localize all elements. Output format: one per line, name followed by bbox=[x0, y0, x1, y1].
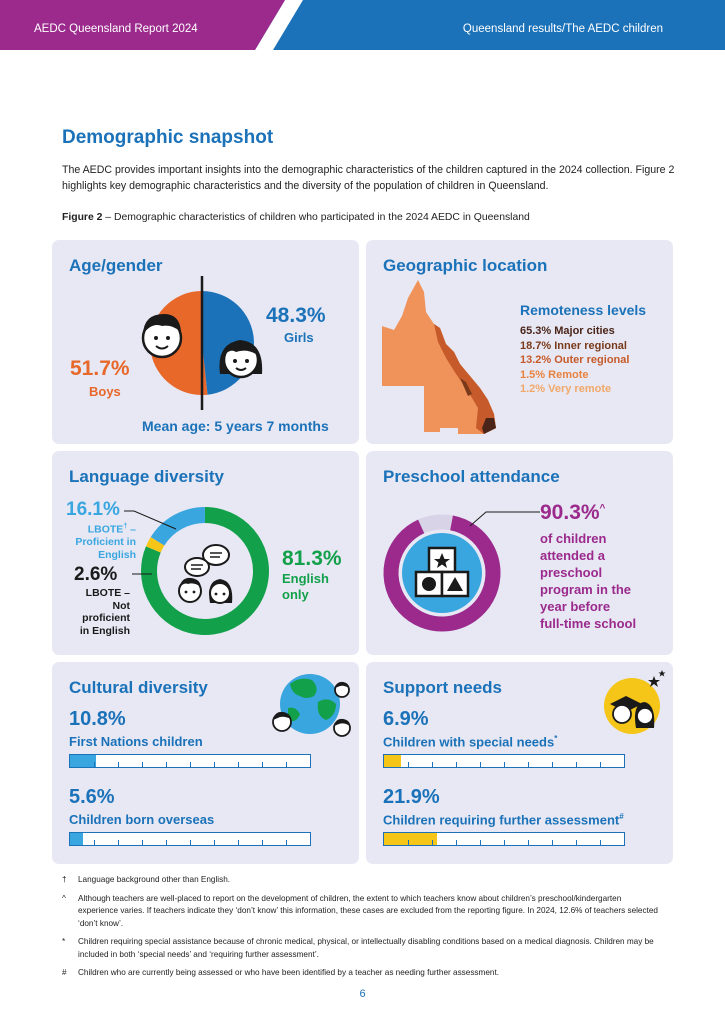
further-assessment-scale-tick bbox=[552, 840, 553, 845]
first-nations-scale-tick bbox=[118, 762, 119, 767]
footnote-dagger bbox=[62, 874, 662, 887]
not-proficient-label-line-2: Not bbox=[112, 599, 130, 612]
first-nations-scale-tick bbox=[238, 762, 239, 767]
born-overseas-scale-bar bbox=[69, 832, 311, 846]
first-nations-label: First Nations children bbox=[69, 734, 203, 749]
special-needs-scale-tick bbox=[528, 762, 529, 767]
not-proficient-label-line-3: proficient bbox=[82, 612, 130, 624]
footnote-asterisk bbox=[62, 936, 662, 961]
footnotes bbox=[62, 874, 662, 986]
page-title: Demographic snapshot bbox=[62, 127, 274, 148]
preschool-footnote-mark: ^ bbox=[599, 503, 606, 514]
lbote-footnote-mark: † bbox=[123, 523, 128, 530]
first-nations-percentage: 10.8% bbox=[69, 708, 126, 730]
support-title: Support needs bbox=[383, 678, 503, 697]
preschool-leader-line bbox=[470, 510, 542, 528]
footnote-caret bbox=[62, 893, 662, 931]
preschool-panel bbox=[366, 451, 673, 655]
further-assessment-scale-tick bbox=[600, 840, 601, 845]
not-proficient-leader-line bbox=[132, 571, 152, 577]
girls-percentage: 48.3% bbox=[266, 304, 326, 327]
born-overseas-scale-tick bbox=[238, 840, 239, 845]
remoteness-remote: 1.5% Remote bbox=[520, 368, 589, 381]
preschool-line-5: year before bbox=[540, 599, 611, 614]
further-assessment-scale-tick bbox=[528, 840, 529, 845]
english-only-label-line-2: only bbox=[282, 587, 309, 602]
special-needs-scale-tick bbox=[576, 762, 577, 767]
born-overseas-percentage: 5.6% bbox=[69, 786, 115, 808]
special-needs-scale-tick bbox=[432, 762, 433, 767]
header-banner bbox=[0, 0, 725, 50]
page-number: 6 bbox=[359, 988, 366, 1000]
proficient-percentage: 16.1% bbox=[66, 499, 120, 520]
further-assessment-scale-bar bbox=[383, 832, 625, 846]
remoteness-title: Remoteness levels bbox=[520, 302, 647, 318]
footnote-mark: † bbox=[62, 875, 67, 884]
special-needs-scale-tick bbox=[456, 762, 457, 767]
age-gender-panel bbox=[52, 240, 359, 444]
born-overseas-scale-tick bbox=[118, 840, 119, 845]
footnote-text: Language background other than English. bbox=[78, 875, 231, 884]
special-needs-scale-tick bbox=[480, 762, 481, 767]
proficient-label-line-3: English bbox=[98, 548, 136, 561]
boys-label: Boys bbox=[89, 384, 121, 399]
figure-caption-text: – Demographic characteristics of children who participated in the 2024 AEDC in Queensland bbox=[102, 212, 530, 223]
boy-face-icon bbox=[143, 314, 181, 357]
footnote-hash bbox=[62, 967, 662, 980]
further-assessment-percentage: 21.9% bbox=[383, 786, 440, 808]
footnote-text: Although teachers are well-placed to report on the development of children, the extent to which teachers know about children’s preschool/kindergarten experience varies. If teachers indicate they ‘don’t know’ this information, these cases are excluded from the reporting figure. In 2024, 12.6% of teachers selected ‘don’t know’. bbox=[78, 893, 658, 928]
preschool-line-3: preschool bbox=[540, 565, 603, 580]
special-needs-label bbox=[383, 734, 557, 749]
special-needs-scale-tick bbox=[504, 762, 505, 767]
special-needs-scale-bar bbox=[383, 754, 625, 768]
geographic-panel bbox=[366, 240, 673, 444]
preschool-line-2: attended a bbox=[540, 548, 606, 563]
geographic-title: Geographic location bbox=[383, 256, 548, 275]
not-proficient-label-line-1: LBOTE – bbox=[85, 587, 130, 599]
preschool-donut-chart bbox=[378, 507, 518, 647]
girls-label: Girls bbox=[284, 330, 314, 345]
further-assessment-label bbox=[383, 812, 624, 827]
lbote-term: LBOTE bbox=[87, 523, 124, 536]
remoteness-outer-regional: 13.2% Outer regional bbox=[520, 354, 630, 366]
further-assessment-scale-tick bbox=[504, 840, 505, 845]
further-assessment-text: Children requiring further assessment bbox=[383, 812, 620, 828]
globe-children-icon bbox=[266, 666, 356, 746]
special-needs-scale-tick bbox=[600, 762, 601, 767]
preschool-title: Preschool attendance bbox=[383, 467, 560, 486]
graduates-icon bbox=[596, 666, 668, 738]
remoteness-list bbox=[520, 324, 629, 397]
queensland-map-icon bbox=[380, 278, 500, 438]
further-assessment-scale-tick bbox=[432, 840, 433, 845]
english-only-label bbox=[282, 571, 329, 603]
section-breadcrumb: Queensland results/The AEDC children bbox=[462, 23, 663, 35]
born-overseas-scale-tick bbox=[166, 840, 167, 845]
first-nations-scale-fill bbox=[70, 755, 96, 767]
special-needs-scale-tick bbox=[408, 762, 409, 767]
further-assessment-scale-tick bbox=[408, 840, 409, 845]
preschool-percentage bbox=[540, 501, 605, 525]
cultural-panel bbox=[52, 662, 359, 864]
first-nations-scale-tick bbox=[262, 762, 263, 767]
born-overseas-scale-tick bbox=[214, 840, 215, 845]
proficient-label-line-2: Proficient in bbox=[75, 536, 136, 548]
first-nations-scale-tick bbox=[286, 762, 287, 767]
not-proficient-segment bbox=[153, 541, 157, 549]
language-title: Language diversity bbox=[69, 467, 224, 486]
cultural-title: Cultural diversity bbox=[69, 678, 208, 697]
footnote-text: Children requiring special assistance because of chronic medical, physical, or intellectually disabling conditions based on a medical diagnosis. Children may be included in both ‘special needs’ and ‘requiring further assessment’. bbox=[78, 937, 654, 959]
mean-age: Mean age: 5 years 7 months bbox=[142, 418, 329, 434]
not-proficient-percentage: 2.6% bbox=[74, 564, 118, 585]
proficient-label-line-1 bbox=[66, 521, 136, 536]
born-overseas-scale-tick bbox=[190, 840, 191, 845]
preschool-description bbox=[540, 530, 636, 632]
not-proficient-label-line-4: in English bbox=[79, 624, 130, 637]
born-overseas-scale-tick bbox=[286, 840, 287, 845]
lbote-dash: – bbox=[127, 523, 136, 536]
first-nations-scale-bar bbox=[69, 754, 311, 768]
english-only-label-line-1: English bbox=[282, 571, 329, 586]
boys-percentage: 51.7% bbox=[70, 357, 130, 380]
header-banner-divider bbox=[255, 0, 315, 50]
first-nations-scale-tick bbox=[94, 762, 95, 767]
speech-bubbles-icon bbox=[185, 545, 229, 576]
first-nations-scale-tick bbox=[214, 762, 215, 767]
born-overseas-scale-tick bbox=[142, 840, 143, 845]
figure-label: Figure 2 bbox=[62, 212, 103, 223]
proficient-label bbox=[66, 521, 136, 561]
further-assessment-scale-tick bbox=[480, 840, 481, 845]
special-needs-footnote-mark: * bbox=[554, 734, 558, 743]
born-overseas-scale-tick bbox=[262, 840, 263, 845]
special-needs-scale-fill bbox=[384, 755, 401, 767]
first-nations-scale-tick bbox=[190, 762, 191, 767]
gender-pie-chart bbox=[132, 276, 282, 410]
born-overseas-scale-fill bbox=[70, 833, 83, 845]
special-needs-percentage: 6.9% bbox=[383, 708, 429, 730]
children-faces-icon bbox=[179, 578, 232, 603]
support-panel bbox=[366, 662, 673, 864]
age-gender-title: Age/gender bbox=[69, 256, 163, 275]
preschool-line-4: program in the bbox=[540, 582, 632, 597]
further-assessment-scale-tick bbox=[456, 840, 457, 845]
report-title: AEDC Queensland Report 2024 bbox=[34, 23, 198, 35]
first-nations-scale-tick bbox=[142, 762, 143, 767]
special-needs-text: Children with special needs bbox=[383, 734, 555, 750]
preschool-percentage-value: 90.3% bbox=[540, 501, 600, 524]
footnote-mark: * bbox=[62, 937, 66, 946]
born-overseas-label: Children born overseas bbox=[69, 812, 215, 827]
language-panel bbox=[52, 451, 359, 655]
figure-caption bbox=[62, 212, 530, 223]
footnote-mark: # bbox=[62, 968, 67, 977]
special-needs-scale-tick bbox=[552, 762, 553, 767]
footnote-mark: ^ bbox=[62, 893, 66, 903]
remoteness-inner-regional: 18.7% Inner regional bbox=[520, 339, 627, 352]
first-nations-scale-tick bbox=[166, 762, 167, 767]
further-assessment-footnote-mark: # bbox=[619, 812, 624, 821]
intro-paragraph: The AEDC provides important insights into the demographic characteristics of the children captured in the 2024 collection. Figure 2 highlights key demographic characteristics and the diversity of the population of children in Queensland. bbox=[62, 164, 675, 192]
preschool-line-1: of children bbox=[540, 531, 607, 546]
footnote-text: Children who are currently being assessed or who have been identified by a teacher as needing further assessment. bbox=[78, 968, 499, 977]
further-assessment-scale-fill bbox=[384, 833, 437, 845]
remoteness-very-remote: 1.2% Very remote bbox=[520, 383, 612, 395]
english-only-percentage: 81.3% bbox=[282, 547, 342, 570]
preschool-line-6: full-time school bbox=[540, 616, 637, 631]
remoteness-major-cities: 65.3% Major cities bbox=[520, 325, 615, 337]
not-proficient-label bbox=[66, 587, 130, 637]
born-overseas-scale-tick bbox=[94, 840, 95, 845]
further-assessment-scale-tick bbox=[576, 840, 577, 845]
